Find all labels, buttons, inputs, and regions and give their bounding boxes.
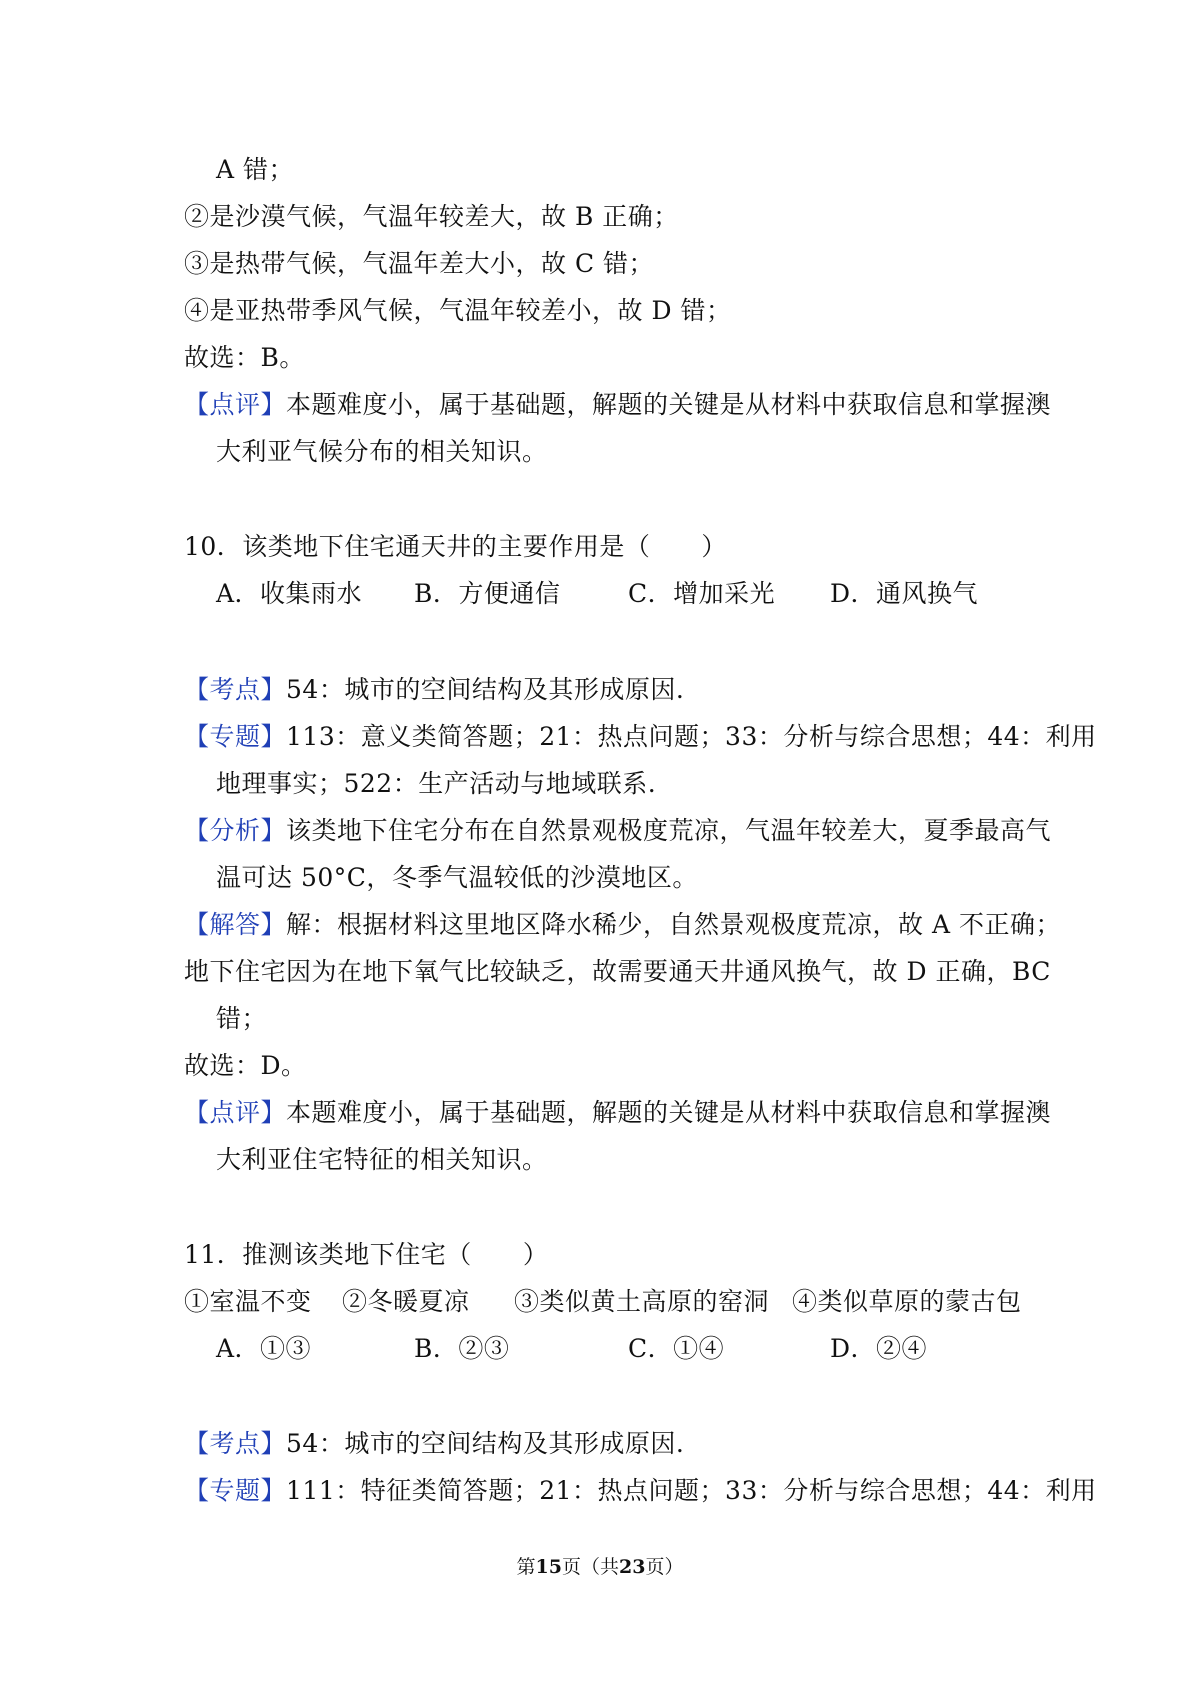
statement-4: ④类似草原的蒙古包 — [792, 1287, 1022, 1316]
option-b: B．②③ — [414, 1334, 510, 1363]
total-pages: 23 — [619, 1556, 646, 1578]
page-number: 15 — [535, 1556, 562, 1578]
zhuanti-line-cont: 地理事实；522：生产活动与地域联系. — [216, 769, 657, 798]
kaodian-line — [184, 674, 684, 706]
page-footer — [0, 1554, 1200, 1580]
footer-mid: 页（共 — [561, 1556, 619, 1578]
review-line-cont: 大利亚气候分布的相关知识。 — [216, 437, 548, 466]
answer-line: A 错； — [216, 155, 295, 184]
answer-line: ②是沙漠气候，气温年较差大，故 B 正确； — [184, 202, 679, 231]
fenxi-text: 该类地下住宅分布在自然景观极度荒凉，气温年较差大，夏季最高气 — [286, 816, 1052, 845]
kaodian-line — [184, 1428, 684, 1460]
review-text: 本题难度小，属于基础题，解题的关键是从材料中获取信息和掌握澳 — [286, 1098, 1052, 1127]
review-line — [184, 1097, 1051, 1129]
zhuanti-tag: 【专题】 — [184, 722, 287, 751]
zhuanti-tag: 【专题】 — [184, 1476, 287, 1505]
question-11-items — [184, 1286, 1022, 1318]
option-a: A．①③ — [216, 1334, 312, 1363]
kaodian-tag: 【考点】 — [184, 1429, 287, 1458]
question-10-stem: 10．该类地下住宅通天井的主要作用是（ ） — [184, 532, 727, 561]
question-11-options — [216, 1333, 1016, 1365]
jieda-line — [184, 909, 1061, 941]
review-line — [184, 389, 1051, 421]
review-line-cont: 大利亚住宅特征的相关知识。 — [216, 1145, 548, 1174]
review-tag: 【点评】 — [184, 1098, 287, 1127]
question-11-stem: 11．推测该类地下住宅（ ） — [184, 1240, 549, 1269]
statement-3: ③类似黄土高原的窑洞 — [514, 1287, 770, 1316]
zhuanti-line — [184, 721, 1097, 753]
answer-choice: 故选：D。 — [184, 1051, 307, 1080]
kaodian-text: 54：城市的空间结构及其形成原因. — [286, 675, 685, 704]
option-b: B．方便通信 — [414, 579, 561, 608]
statement-1: ①室温不变 — [184, 1287, 312, 1316]
zhuanti-line — [184, 1475, 1097, 1507]
option-c: C．①④ — [628, 1334, 725, 1363]
zhuanti-text: 113：意义类简答题；21：热点问题；33：分析与综合思想；44：利用 — [286, 722, 1097, 751]
kaodian-text: 54：城市的空间结构及其形成原因. — [286, 1429, 685, 1458]
review-tag: 【点评】 — [184, 390, 287, 419]
zhuanti-text: 111：特征类简答题；21：热点问题；33：分析与综合思想；44：利用 — [286, 1476, 1097, 1505]
fenxi-tag: 【分析】 — [184, 816, 287, 845]
option-d: D．②④ — [830, 1334, 928, 1363]
question-10-options — [216, 578, 1016, 610]
review-text: 本题难度小，属于基础题，解题的关键是从材料中获取信息和掌握澳 — [286, 390, 1052, 419]
jieda-tag: 【解答】 — [184, 910, 287, 939]
option-d: D．通风换气 — [830, 579, 979, 608]
option-c: C．增加采光 — [628, 579, 776, 608]
jieda-line-3: 错； — [216, 1004, 268, 1033]
kaodian-tag: 【考点】 — [184, 675, 287, 704]
option-a: A．收集雨水 — [216, 579, 363, 608]
statement-2: ②冬暖夏凉 — [342, 1287, 470, 1316]
footer-suffix: 页） — [645, 1556, 684, 1578]
footer-prefix: 第 — [516, 1556, 536, 1578]
answer-line: ③是热带气候，气温年差大小，故 C 错； — [184, 249, 655, 278]
jieda-line-2: 地下住宅因为在地下氧气比较缺乏，故需要通天井通风换气，故 D 正确，BC — [184, 957, 1051, 986]
answer-line: ④是亚热带季风气候，气温年较差小，故 D 错； — [184, 296, 732, 325]
fenxi-line-cont: 温可达 50°C，冬季气温较低的沙漠地区。 — [216, 863, 698, 892]
jieda-text: 解：根据材料这里地区降水稀少，自然景观极度荒凉，故 A 不正确； — [286, 910, 1061, 939]
fenxi-line — [184, 815, 1051, 847]
answer-choice: 故选：B。 — [184, 343, 305, 372]
